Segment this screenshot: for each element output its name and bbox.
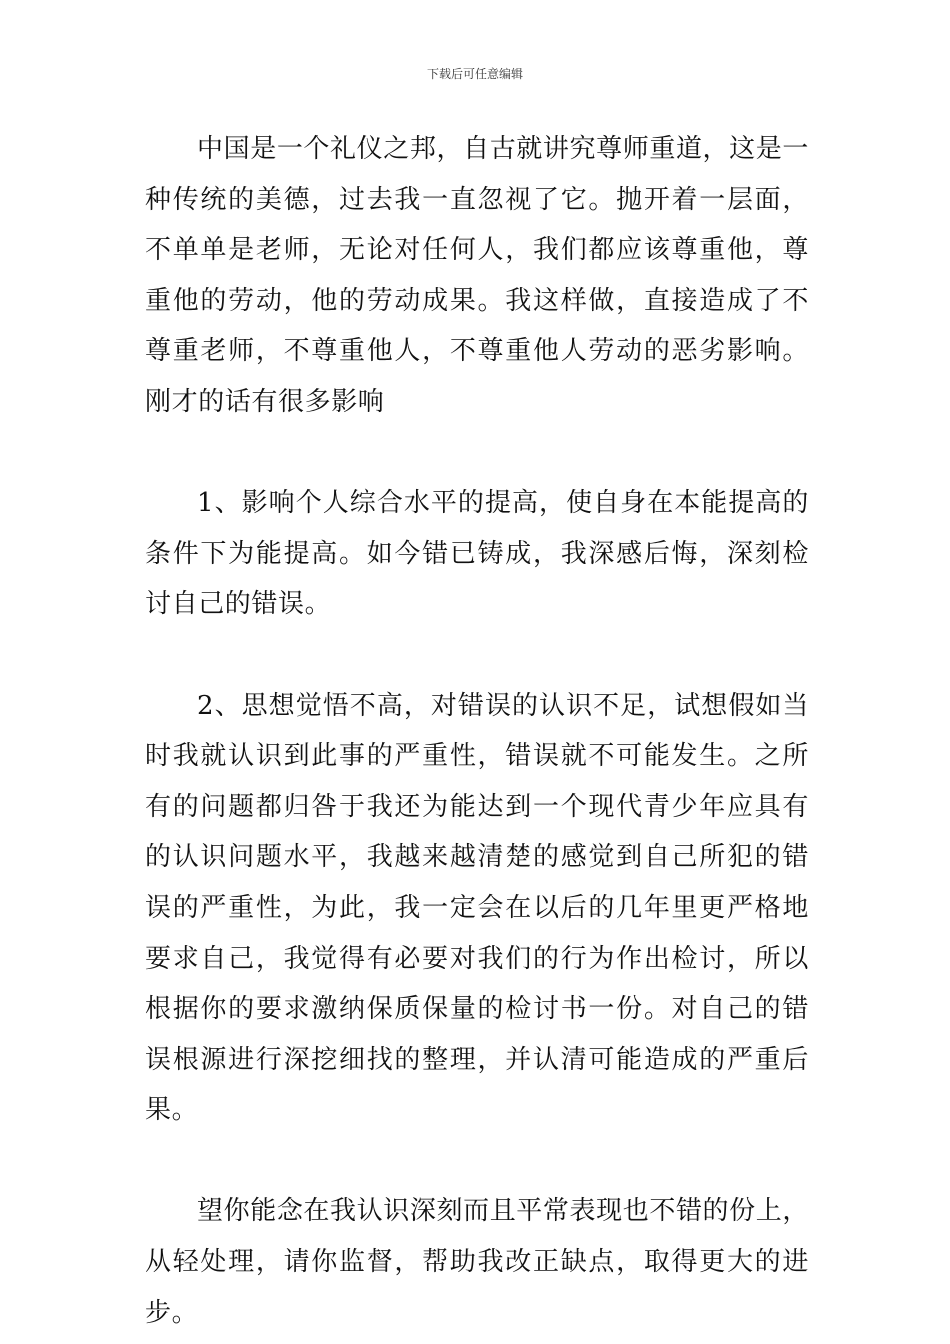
document-body <box>145 124 809 1338</box>
paragraph-closing: 望你能念在我认识深刻而且平常表现也不错的份上，从轻处理，请你监督，帮助我改正缺点，取得更大的进步。 <box>145 1196 809 1328</box>
paragraph-intro: 中国是一个礼仪之邦，自古就讲究尊师重道，这是一种传统的美德，过去我一直忽视了它。抛开着一层面，不单单是老师，无论对任何人，我们都应该尊重他，尊重他的劳动，他的劳动成果。我这样做，直接造成了不尊重老师，不尊重他人，不尊重他人劳动的恶劣影响。刚才的话有很多影响 <box>145 134 809 417</box>
paragraph-point-2: 2、思想觉悟不高，对错误的认识不足，试想假如当时我就认识到此事的严重性，错误就不可能发生。之所有的问题都归咎于我还为能达到一个现代青少年应具有的认识问题水平，我越来越清楚的感觉到自己所犯的错误的严重性，为此，我一定会在以后的几年里更严格地要求自己，我觉得有必要对我们的行为作出检讨，所以根据你的要求激纳保质保量的检讨书一份。对自己的错误根源进行深挖细找的整理，并认清可能造成的严重后果。 <box>145 690 809 1126</box>
page-header: 下载后可任意编辑 <box>426 67 523 81</box>
paragraph-point-1: 1、影响个人综合水平的提高，使自身在本能提高的条件下为能提高。如今错已铸成，我深感后悔，深刻检讨自己的错误。 <box>145 488 809 620</box>
